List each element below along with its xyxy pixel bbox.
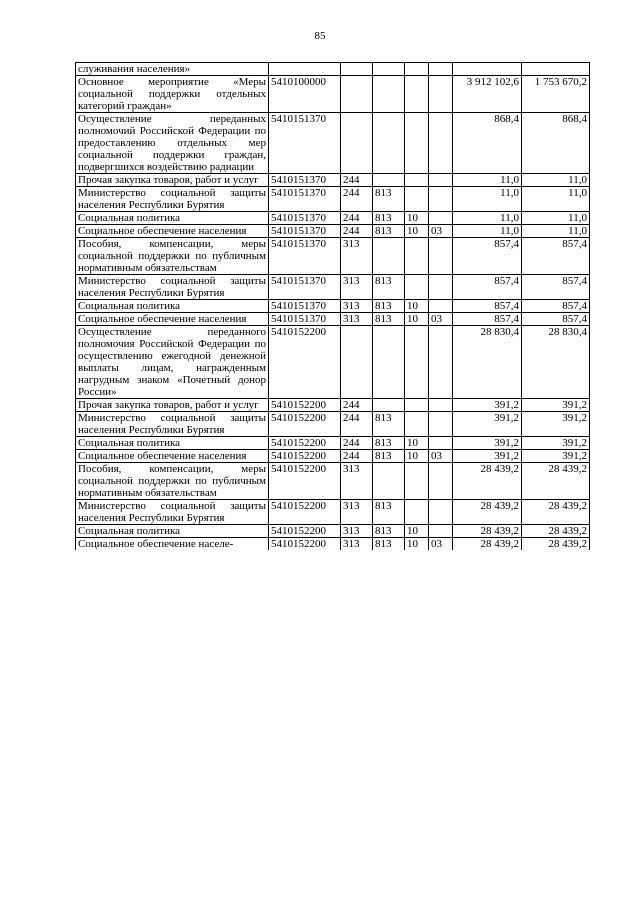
row-expense-type: 244 [341, 450, 373, 463]
row-section: 10 [405, 538, 429, 551]
row-code: 5410151370 [269, 174, 341, 187]
row-subsection [429, 326, 453, 399]
row-code [269, 63, 341, 76]
table-row [76, 187, 590, 212]
row-section: 10 [405, 225, 429, 238]
row-amount-1: 28 439,2 [453, 538, 522, 551]
row-amount-2: 857,4 [522, 275, 590, 300]
row-administrator [373, 238, 405, 275]
row-code: 5410151370 [269, 212, 341, 225]
row-code: 5410152200 [269, 525, 341, 538]
row-subsection: 03 [429, 313, 453, 326]
row-amount-2: 391,2 [522, 399, 590, 412]
table-row [76, 300, 590, 313]
row-amount-2: 28 439,2 [522, 538, 590, 551]
row-name: Социальное обеспечение населения [76, 225, 269, 238]
row-code: 5410152200 [269, 399, 341, 412]
row-name: Социальная политика [76, 525, 269, 538]
row-name: Пособия, компенсации, меры социальной поддержки по публичным нормативным обязательствам [76, 238, 269, 275]
table-row [76, 63, 590, 76]
table-row [76, 313, 590, 326]
table-row [76, 76, 590, 113]
table-row [76, 500, 590, 525]
row-expense-type: 244 [341, 437, 373, 450]
row-section [405, 76, 429, 113]
row-amount-2: 857,4 [522, 300, 590, 313]
row-expense-type: 244 [341, 225, 373, 238]
row-administrator: 813 [373, 300, 405, 313]
budget-table [75, 62, 590, 550]
row-amount-1: 857,4 [453, 238, 522, 275]
row-amount-2: 857,4 [522, 238, 590, 275]
row-name: Осуществление переданных полномочий Российской Федерации по предоставлению отдельных мер социальной поддержки граждан, подвергшихся воздействию радиации [76, 113, 269, 174]
row-name: служивания населения» [76, 63, 269, 76]
row-section: 10 [405, 300, 429, 313]
row-section: 10 [405, 313, 429, 326]
row-name: Министерство социальной защиты населения Республики Бурятия [76, 412, 269, 437]
row-name: Министерство социальной защиты населения Республики Бурятия [76, 187, 269, 212]
row-amount-2: 857,4 [522, 313, 590, 326]
table-row [76, 525, 590, 538]
row-subsection [429, 412, 453, 437]
row-expense-type: 313 [341, 238, 373, 275]
row-code: 5410151370 [269, 113, 341, 174]
row-subsection [429, 275, 453, 300]
row-name: Прочая закупка товаров, работ и услуг [76, 174, 269, 187]
row-name: Социальная политика [76, 437, 269, 450]
row-expense-type: 313 [341, 538, 373, 551]
row-subsection [429, 463, 453, 500]
row-administrator: 813 [373, 500, 405, 525]
row-section [405, 399, 429, 412]
row-amount-1: 868,4 [453, 113, 522, 174]
row-amount-2: 11,0 [522, 225, 590, 238]
row-administrator: 813 [373, 412, 405, 437]
table-row [76, 113, 590, 174]
table-row [76, 412, 590, 437]
row-code: 5410100000 [269, 76, 341, 113]
row-subsection [429, 238, 453, 275]
row-administrator [373, 113, 405, 174]
row-code: 5410151370 [269, 238, 341, 275]
row-amount-2: 391,2 [522, 450, 590, 463]
row-amount-1: 11,0 [453, 174, 522, 187]
row-subsection [429, 174, 453, 187]
row-subsection [429, 212, 453, 225]
row-code: 5410151370 [269, 275, 341, 300]
row-amount-2: 11,0 [522, 174, 590, 187]
row-administrator [373, 399, 405, 412]
row-expense-type: 313 [341, 500, 373, 525]
row-amount-1: 28 439,2 [453, 525, 522, 538]
row-subsection [429, 187, 453, 212]
row-section [405, 113, 429, 174]
row-code: 5410152200 [269, 412, 341, 437]
table-row [76, 450, 590, 463]
row-name: Основное мероприятие «Меры социальной поддержки отдельных категорий граждан» [76, 76, 269, 113]
row-section [405, 326, 429, 399]
row-expense-type [341, 113, 373, 174]
table-row [76, 225, 590, 238]
table-row [76, 238, 590, 275]
row-subsection [429, 399, 453, 412]
row-name: Министерство социальной защиты населения Республики Бурятия [76, 500, 269, 525]
row-amount-2: 391,2 [522, 412, 590, 437]
table-row [76, 174, 590, 187]
row-code: 5410151370 [269, 313, 341, 326]
row-code: 5410152200 [269, 538, 341, 551]
row-expense-type: 313 [341, 463, 373, 500]
row-amount-1 [453, 63, 522, 76]
row-section: 10 [405, 212, 429, 225]
row-amount-1: 3 912 102,6 [453, 76, 522, 113]
row-amount-1: 391,2 [453, 450, 522, 463]
row-name: Социальное обеспечение населения [76, 450, 269, 463]
row-amount-2: 11,0 [522, 187, 590, 212]
row-section: 10 [405, 437, 429, 450]
row-amount-1: 857,4 [453, 300, 522, 313]
row-expense-type: 313 [341, 275, 373, 300]
row-code: 5410152200 [269, 326, 341, 399]
row-name: Прочая закупка товаров, работ и услуг [76, 399, 269, 412]
row-name: Социальная политика [76, 300, 269, 313]
row-section [405, 238, 429, 275]
row-administrator: 813 [373, 538, 405, 551]
row-amount-2: 391,2 [522, 437, 590, 450]
row-section [405, 187, 429, 212]
row-subsection [429, 113, 453, 174]
row-name: Социальное обеспечение населения [76, 313, 269, 326]
row-subsection: 03 [429, 450, 453, 463]
row-expense-type: 244 [341, 399, 373, 412]
table-row [76, 275, 590, 300]
row-subsection: 03 [429, 538, 453, 551]
row-expense-type: 244 [341, 187, 373, 212]
page-number: 85 [314, 30, 326, 42]
row-name: Социальное обеспечение населе- [76, 538, 269, 551]
row-administrator [373, 326, 405, 399]
row-section [405, 412, 429, 437]
row-administrator [373, 463, 405, 500]
row-expense-type [341, 326, 373, 399]
row-expense-type: 313 [341, 313, 373, 326]
table-row [76, 399, 590, 412]
table-row [76, 212, 590, 225]
row-administrator: 813 [373, 450, 405, 463]
row-expense-type: 244 [341, 412, 373, 437]
row-amount-1: 11,0 [453, 212, 522, 225]
row-name: Социальная политика [76, 212, 269, 225]
row-administrator [373, 174, 405, 187]
row-amount-2: 28 439,2 [522, 463, 590, 500]
row-name: Министерство социальной защиты населения Республики Бурятия [76, 275, 269, 300]
row-code: 5410151370 [269, 187, 341, 212]
row-amount-1: 857,4 [453, 313, 522, 326]
table-row [76, 538, 590, 551]
row-expense-type: 244 [341, 174, 373, 187]
table-row [76, 463, 590, 500]
row-administrator [373, 76, 405, 113]
row-code: 5410151370 [269, 300, 341, 313]
row-administrator [373, 63, 405, 76]
row-amount-1: 28 830,4 [453, 326, 522, 399]
row-expense-type: 313 [341, 525, 373, 538]
row-amount-1: 28 439,2 [453, 463, 522, 500]
row-section [405, 174, 429, 187]
row-amount-1: 11,0 [453, 225, 522, 238]
row-section [405, 500, 429, 525]
row-expense-type: 244 [341, 212, 373, 225]
row-amount-2: 1 753 670,2 [522, 76, 590, 113]
row-subsection [429, 525, 453, 538]
row-amount-2: 11,0 [522, 212, 590, 225]
row-name: Пособия, компенсации, меры социальной поддержки по публичным нормативным обязательствам [76, 463, 269, 500]
row-administrator: 813 [373, 212, 405, 225]
row-subsection [429, 63, 453, 76]
row-subsection [429, 76, 453, 113]
row-amount-2: 28 830,4 [522, 326, 590, 399]
row-section [405, 63, 429, 76]
row-section: 10 [405, 450, 429, 463]
row-amount-2: 868,4 [522, 113, 590, 174]
row-section: 10 [405, 525, 429, 538]
row-code: 5410151370 [269, 225, 341, 238]
row-code: 5410152200 [269, 450, 341, 463]
row-administrator: 813 [373, 275, 405, 300]
row-amount-1: 28 439,2 [453, 500, 522, 525]
row-subsection [429, 437, 453, 450]
row-subsection [429, 500, 453, 525]
row-section [405, 463, 429, 500]
row-administrator: 813 [373, 225, 405, 238]
table-row [76, 437, 590, 450]
row-amount-1: 391,2 [453, 412, 522, 437]
row-subsection [429, 300, 453, 313]
row-expense-type [341, 76, 373, 113]
row-code: 5410152200 [269, 463, 341, 500]
row-code: 5410152200 [269, 437, 341, 450]
row-amount-1: 391,2 [453, 437, 522, 450]
table-row [76, 326, 590, 399]
row-subsection: 03 [429, 225, 453, 238]
row-amount-2: 28 439,2 [522, 525, 590, 538]
row-administrator: 813 [373, 187, 405, 212]
row-amount-1: 857,4 [453, 275, 522, 300]
row-amount-2 [522, 63, 590, 76]
row-expense-type: 313 [341, 300, 373, 313]
row-expense-type [341, 63, 373, 76]
row-section [405, 275, 429, 300]
row-amount-2: 28 439,2 [522, 500, 590, 525]
row-name: Осуществление переданного полномочия Российской Федерации по осуществлению ежегодной денежной выплаты лицам, награжденным нагрудным знаком «Почетный донор России» [76, 326, 269, 399]
row-administrator: 813 [373, 525, 405, 538]
row-administrator: 813 [373, 313, 405, 326]
row-administrator: 813 [373, 437, 405, 450]
row-code: 5410152200 [269, 500, 341, 525]
row-amount-1: 391,2 [453, 399, 522, 412]
row-amount-1: 11,0 [453, 187, 522, 212]
